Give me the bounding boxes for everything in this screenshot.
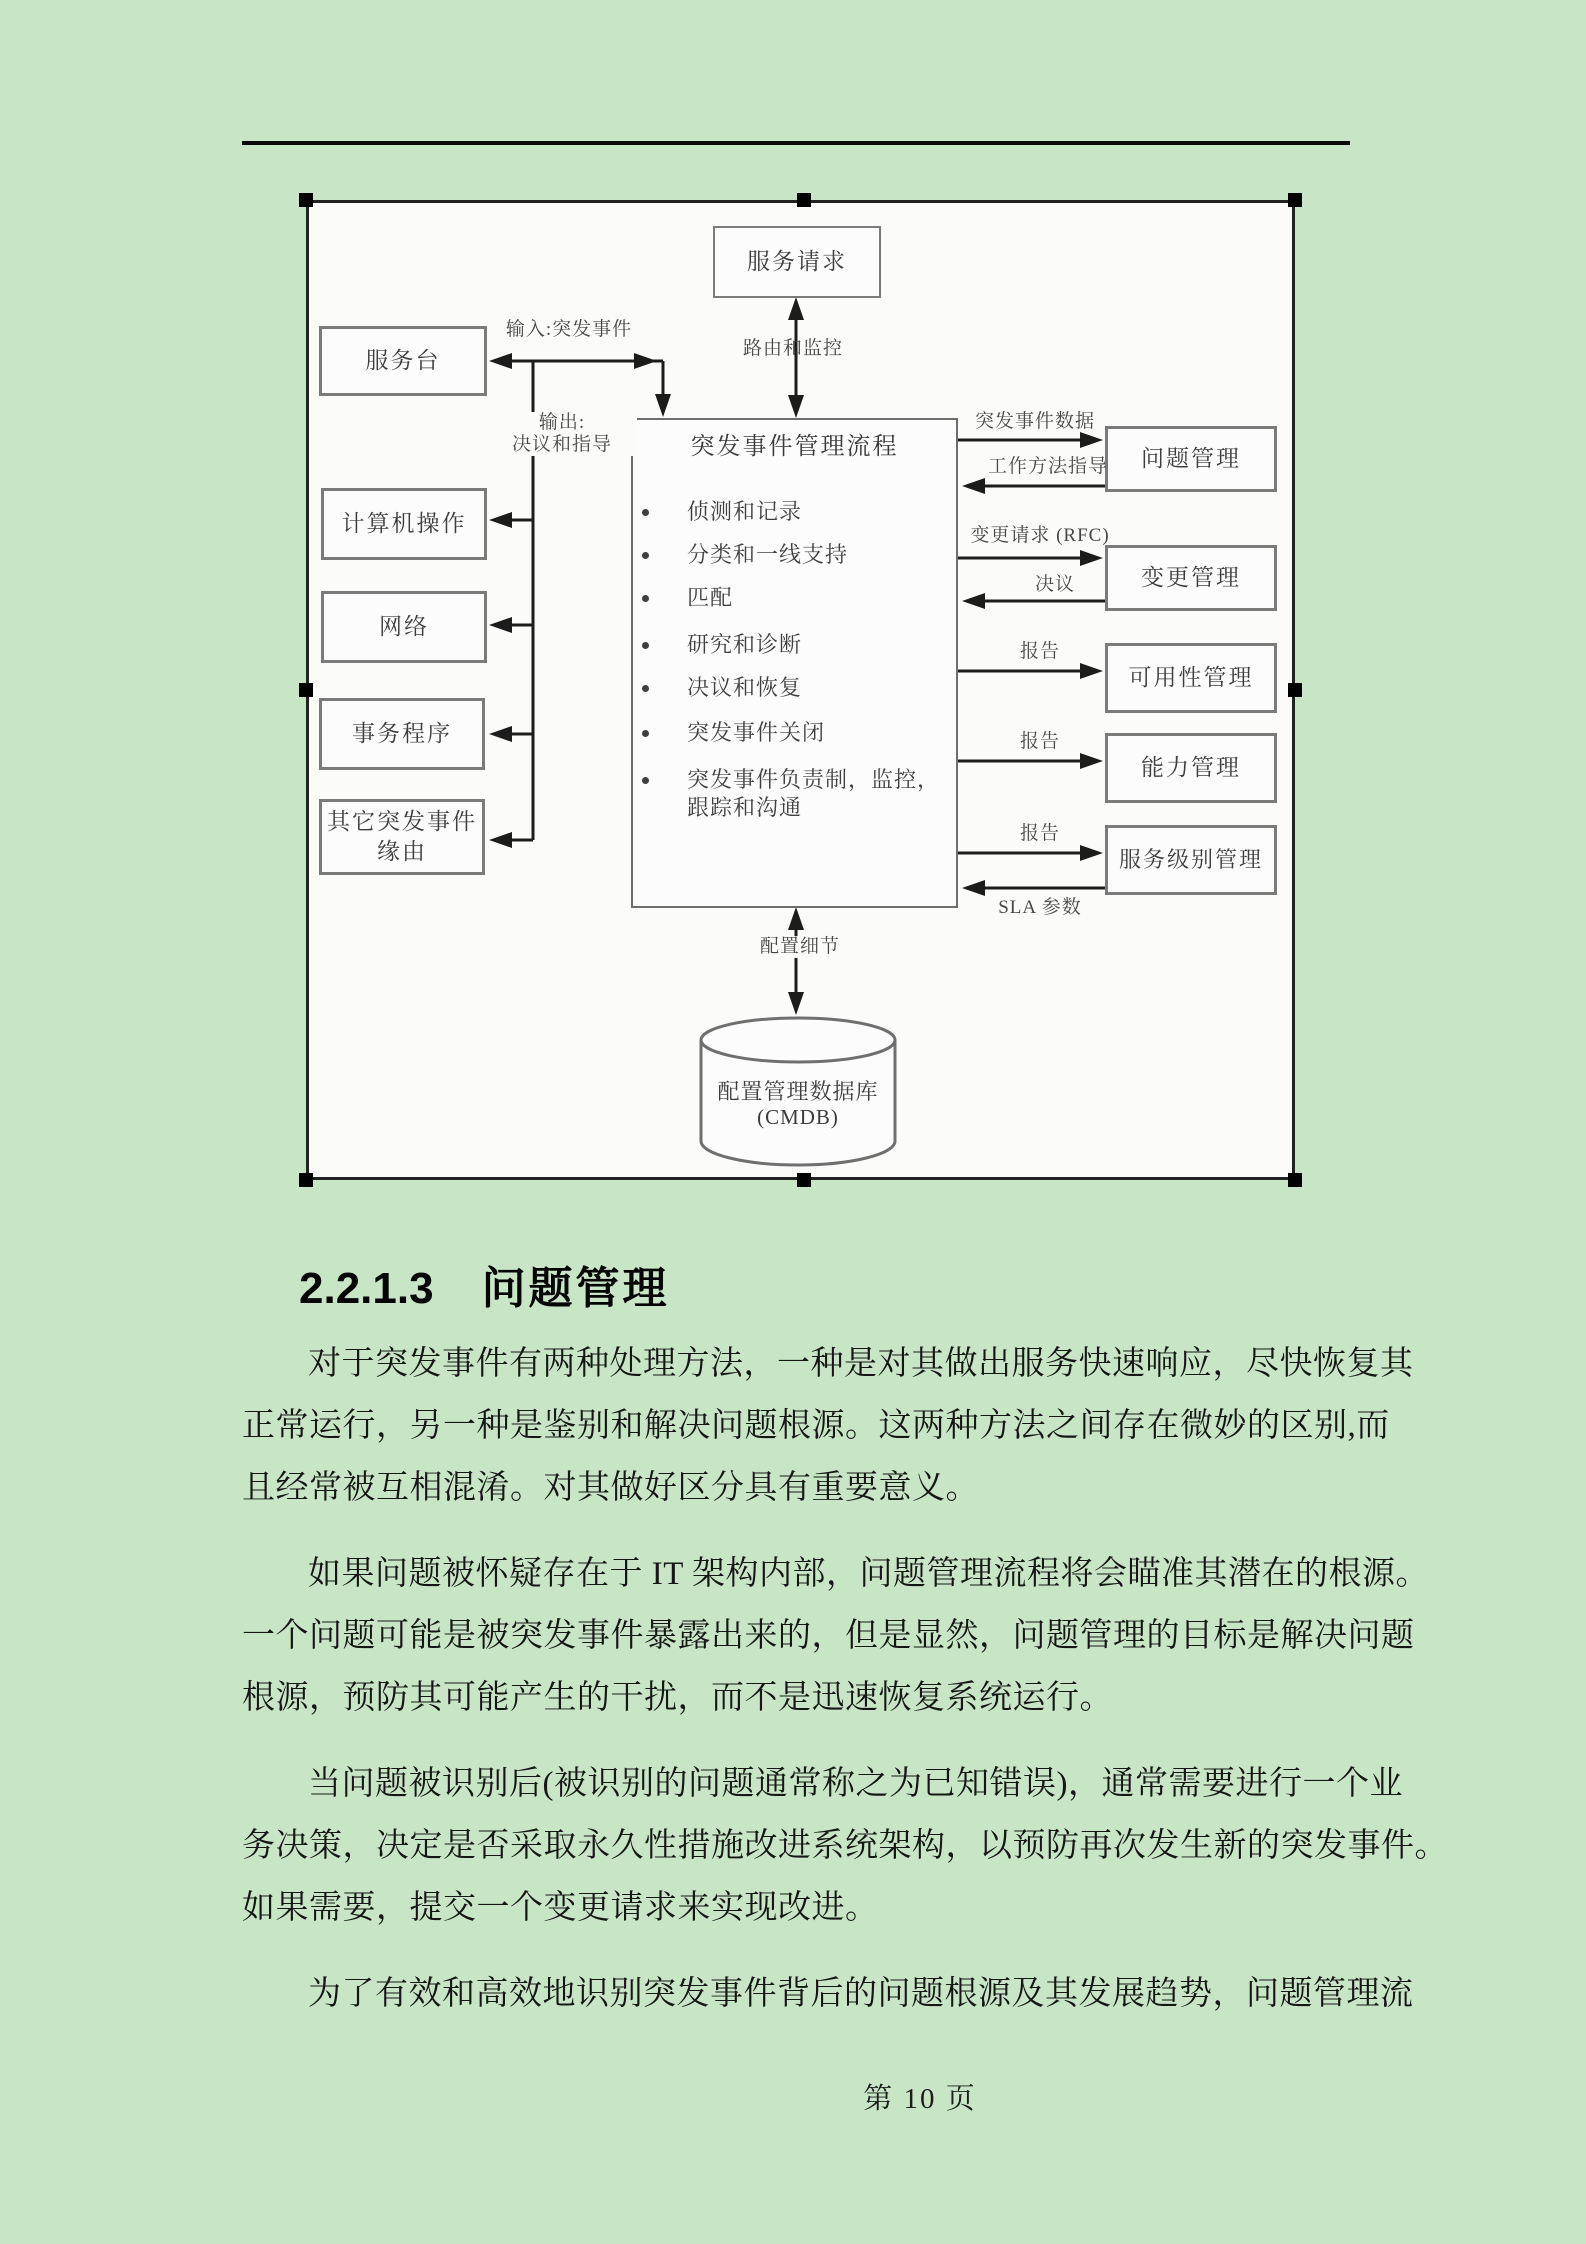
box-label: 问题管理 [1141, 446, 1241, 471]
central-process-title: 突发事件管理流程 [690, 434, 899, 460]
selection-handle-bottom-right[interactable] [1288, 1173, 1302, 1187]
bullet-icon [642, 685, 649, 692]
box-label: 事务程序 [352, 721, 452, 746]
label-change-request-rfc: 变更请求 (RFC) [970, 525, 1110, 546]
process-step: 分类和一线支持 [633, 540, 960, 570]
label-config-details: 配置细节 [710, 936, 890, 958]
label-output-resolution: 输出: 决议和指导 [487, 412, 637, 456]
label-incident-data: 突发事件数据 [974, 411, 1095, 432]
text-line: 如果问题被怀疑存在于 IT 架构内部，问题管理流程将会瞄准其潜在的根源。 [308, 1556, 1430, 1592]
page-number-footer: 第 10 页 [863, 2083, 977, 2115]
text-line: 务决策，决定是否采取永久性措施改进系统架构，以预防再次发生新的突发事件。 [242, 1828, 1448, 1864]
box-label: 可用性管理 [1128, 665, 1254, 690]
selection-handle-top-right[interactable] [1288, 193, 1302, 207]
box-service-request [713, 226, 881, 298]
paragraph [242, 1333, 1414, 1519]
box-label: 其它突发事件 [327, 809, 477, 834]
bullet-icon [642, 730, 649, 737]
selection-handle-bottom-left[interactable] [299, 1173, 313, 1187]
label-input-incident: 输入:突发事件 [505, 319, 633, 340]
heading-number: 2.2.1.3 [299, 1264, 434, 1313]
bullet-icon [642, 777, 649, 784]
label-report-capacity: 报告 [1019, 731, 1060, 752]
process-step: 匹配 [633, 583, 960, 613]
process-step: 决议和恢复 [633, 673, 960, 703]
box-service-desk [319, 326, 487, 396]
process-step: 突发事件关闭 [633, 718, 960, 748]
box-computer-operations [321, 488, 487, 560]
text-line: 当问题被识别后(被识别的问题通常称之为已知错误)，通常需要进行一个业 [308, 1766, 1403, 1802]
process-step: 突发事件负责制，监控， [633, 765, 960, 795]
box-label: 能力管理 [1141, 755, 1241, 780]
body-text [242, 1333, 1448, 2049]
process-step: 侦测和记录 [633, 497, 960, 527]
label-report-service-level: 报告 [1019, 823, 1060, 844]
box-label: 网络 [379, 614, 429, 639]
paragraph [242, 1753, 1448, 1939]
box-capacity-management [1105, 733, 1277, 803]
cmdb-label: (CMDB) [757, 1105, 839, 1129]
box-label: 服务级别管理 [1118, 847, 1263, 872]
selection-handle-middle-right[interactable] [1288, 683, 1302, 697]
text-line: 且经常被互相混淆。对其做好区分具有重要意义。 [242, 1470, 979, 1506]
incident-management-flowchart-image[interactable] [306, 200, 1295, 1180]
selection-handle-bottom-middle[interactable] [797, 1173, 811, 1187]
box-transaction-procedures [319, 698, 485, 770]
text-line: 正常运行，另一种是鉴别和解决问题根源。这两种方法之间存在微妙的区别,而 [242, 1408, 1390, 1444]
label-work-guidance: 工作方法指导 [987, 456, 1108, 477]
box-label: 计算机操作 [341, 511, 467, 536]
cmdb-label: 配置管理数据库 [717, 1079, 879, 1104]
text-line: 如果需要，提交一个变更请求来实现改进。 [242, 1890, 879, 1926]
box-label: 缘由 [377, 839, 427, 864]
box-service-level-management [1105, 825, 1277, 895]
bullet-icon [642, 509, 649, 516]
selection-handle-top-left[interactable] [299, 193, 313, 207]
text-line: 为了有效和高效地识别突发事件背后的问题根源及其发展趋势，问题管理流 [308, 1976, 1414, 2012]
box-label: 服务台 [365, 348, 441, 373]
selection-handle-top-middle[interactable] [797, 193, 811, 207]
box-network [321, 591, 487, 663]
header-rule [242, 141, 1350, 145]
box-availability-management [1105, 643, 1277, 713]
cmdb-database-cylinder [698, 1015, 898, 1167]
paragraph [242, 1543, 1430, 1729]
label-report-availability: 报告 [1019, 641, 1060, 662]
label-resolution: 决议 [1034, 574, 1075, 595]
process-step: 研究和诊断 [633, 630, 960, 660]
text-line: 对于突发事件有两种处理方法，一种是对其做出服务快速响应，尽快恢复其 [308, 1346, 1414, 1382]
text-line: 一个问题可能是被突发事件暴露出来的，但是显然，问题管理的目标是解决问题 [242, 1618, 1415, 1654]
box-other-incident-causes [319, 799, 485, 875]
paragraph [242, 1963, 1414, 2025]
box-label: 变更管理 [1141, 565, 1241, 590]
section-heading [299, 1252, 670, 1316]
label-routing-monitoring: 路由和监控 [742, 338, 843, 359]
selection-handle-middle-left[interactable] [299, 683, 313, 697]
heading-title: 问题管理 [481, 1264, 670, 1313]
bullet-icon [642, 552, 649, 559]
box-label: 服务请求 [747, 249, 847, 274]
box-incident-management-process [631, 418, 958, 908]
bullet-icon [642, 642, 649, 649]
bullet-icon [642, 595, 649, 602]
process-step-continued: 跟踪和沟通 [687, 795, 803, 820]
text-line: 根源，预防其可能产生的干扰，而不是迅速恢复系统运行。 [242, 1680, 1113, 1716]
label-sla-parameters: SLA 参数 [998, 897, 1082, 918]
